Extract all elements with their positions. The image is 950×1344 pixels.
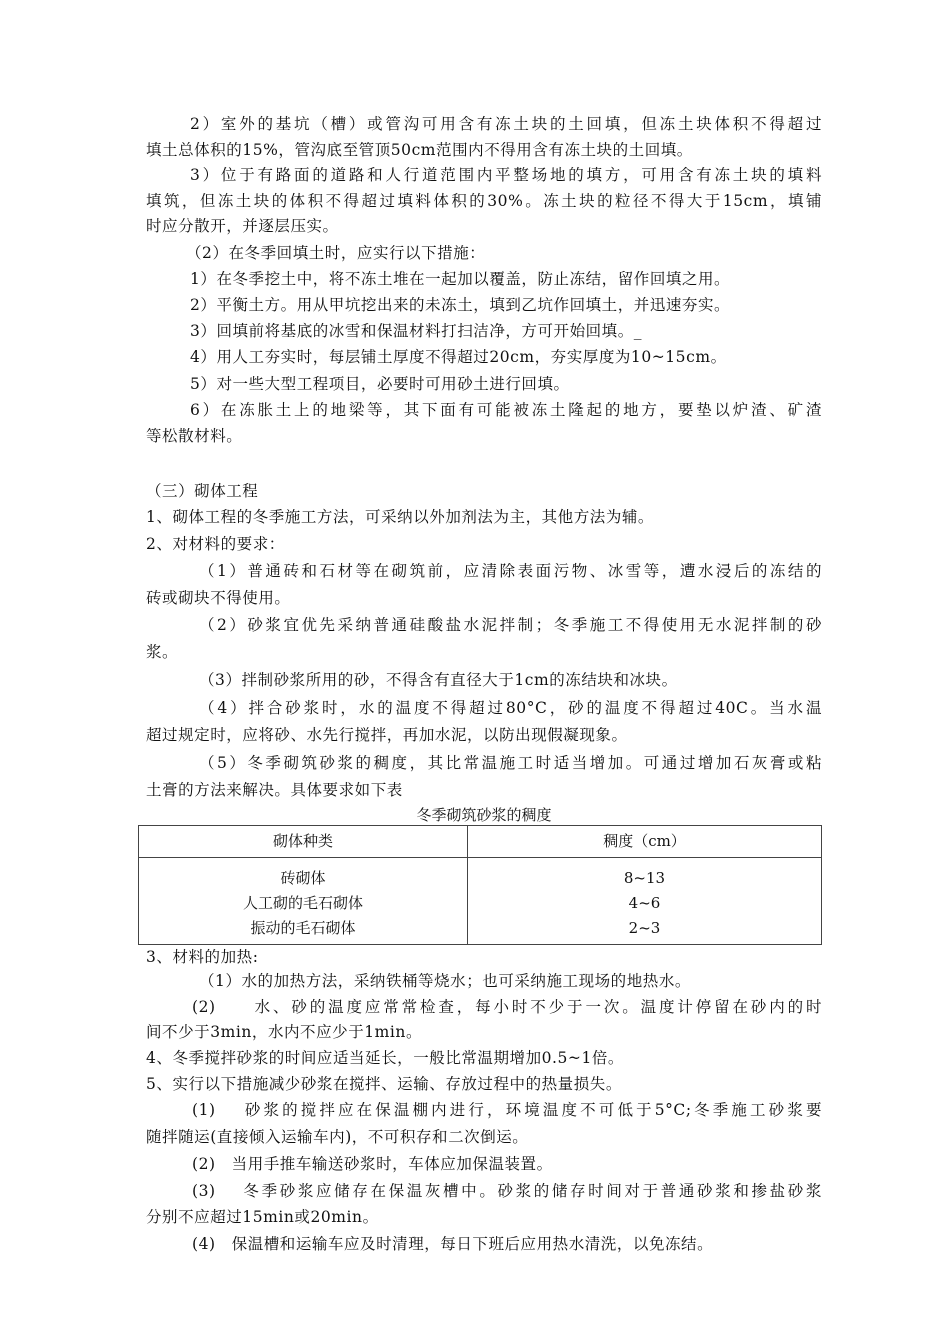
paragraph-line: (1) 砂浆的搅拌应在保温棚内进行，环境温度不可低于5°C;冬季施工砂浆要 <box>192 1101 822 1119</box>
paragraph-line: （2）在冬季回填土时，应实行以下措施： <box>186 244 486 262</box>
paragraph-line: （1）水的加热方法，采纳铁桶等烧水；也可采纳施工现场的地热水。 <box>199 972 691 990</box>
paragraph-line: 2、对材料的要求： <box>146 535 285 553</box>
paragraph-line: (2) 当用手推车输送砂浆时，车体应加保温装置。 <box>192 1155 553 1173</box>
table-cell: 人工砌的毛石砌体 <box>242 894 363 912</box>
paragraph-line: (3) 冬季砂浆应储存在保温灰槽中。砂浆的储存时间对于普通砂浆和掺盐砂浆 <box>192 1182 822 1200</box>
masonry-type-cell <box>139 858 468 945</box>
column-header: 砌体种类 <box>139 826 468 858</box>
paragraph-line: (2) 水、砂的温度应常常检查，每小时不少于一次。温度计停留在砂内的时 <box>192 998 822 1016</box>
paragraph-line: （2）砂浆宜优先采纳普通硅酸盐水泥拌制；冬季施工不得使用无水泥拌制的砂 <box>199 616 822 634</box>
paragraph-line: 6）在冻胀土上的地梁等，其下面有可能被冻土隆起的地方，要垫以炉渣、矿渣 <box>190 401 822 419</box>
paragraph-line: 4、冬季搅拌砂浆的时间应适当延长，一般比常温期增加0.5~1倍。 <box>146 1049 624 1067</box>
paragraph-line: （5）冬季砌筑砂浆的稠度，其比常温施工时适当增加。可通过增加石灰膏或粘 <box>199 754 822 772</box>
table-cell: 振动的毛石砌体 <box>250 919 356 937</box>
paragraph-line: 超过规定时，应将砂、水先行搅拌，再加水泥，以防出现假凝现象。 <box>146 726 628 744</box>
paragraph-line: 等松散材料。 <box>146 427 243 445</box>
paragraph-line: 1）在冬季挖土中，将不冻土堆在一起加以覆盖，防止冻结，留作回填之用。 <box>190 270 731 288</box>
table-cell: 8~13 <box>623 869 666 887</box>
paragraph-line: （4）拌合砂浆时，水的温度不得超过80°C，砂的温度不得超过40C。当水温 <box>199 699 822 717</box>
paragraph-line: 随拌随运(直接倾入运输车内)，不可积存和二次倒运。 <box>146 1128 529 1146</box>
paragraph-line: （3）拌制砂浆所用的砂，不得含有直径大于1cm的冻结块和冰块。 <box>199 671 678 689</box>
paragraph-line: 间不少于3min，水内不应少于1min。 <box>146 1023 422 1041</box>
table-cell: 2~3 <box>628 919 661 937</box>
table-caption: 冬季砌筑砂浆的稠度 <box>416 806 552 824</box>
paragraph-line: 3）位于有路面的道路和人行道范围内平整场地的填方，可用含有冻土块的填料 <box>190 166 822 184</box>
table-cell: 砖砌体 <box>280 869 326 887</box>
paragraph-line: 填土总体积的15%，管沟底至管顶50cm范围内不得用含有冻土块的土回填。 <box>146 141 693 159</box>
paragraph-line: 土膏的方法来解决。具体要求如下表 <box>146 781 403 799</box>
paragraph-line: 4）用人工夯实时，每层铺土厚度不得超过20cm，夯实厚度为10~15cm。 <box>190 348 727 366</box>
paragraph-line: 3、材料的加热: <box>146 948 259 966</box>
column-header: 稠度（cm） <box>468 826 822 858</box>
paragraph-line: 2）平衡土方。用从甲坑挖出来的未冻土，填到乙坑作回填土，并迅速夯实。 <box>190 296 731 314</box>
paragraph-line: 5）对一些大型工程项目，必要时可用砂土进行回填。 <box>190 375 570 393</box>
paragraph-line: 2）室外的基坑（槽）或管沟可用含有冻土块的土回填，但冻土块体积不得超过 <box>190 115 822 133</box>
table-row <box>139 858 822 945</box>
paragraph-line: 3）回填前将基底的冰雪和保温材料打扫洁净，方可开始回填。_ <box>190 322 643 340</box>
paragraph-line: 1、砌体工程的冬季施工方法，可采纳以外加剂法为主，其他方法为辅。 <box>146 508 654 526</box>
table-cell: 4~6 <box>628 894 661 912</box>
consistency-table <box>138 825 822 945</box>
consistency-cell <box>468 858 822 945</box>
paragraph-line: 5、实行以下措施减少砂浆在搅拌、运输、存放过程中的热量损失。 <box>146 1075 622 1093</box>
paragraph-line: 浆。 <box>146 643 179 661</box>
paragraph-line: （1）普通砖和石材等在砌筑前，应清除表面污物、冰雪等，遭水浸后的冻结的 <box>199 562 822 580</box>
paragraph-line: 分别不应超过15min或20min。 <box>146 1208 379 1226</box>
section-heading: （三）砌体工程 <box>146 482 259 500</box>
paragraph-line: 填筑，但冻土块的体积不得超过填料体积的30%。冻土块的粒径不得大于15cm，填铺 <box>146 192 822 210</box>
paragraph-line: 时应分散开，并逐层压实。 <box>146 217 339 235</box>
paragraph-line: (4) 保温槽和运输车应及时清理，每日下班后应用热水清洗，以免冻结。 <box>192 1235 714 1253</box>
paragraph-line: 砖或砌块不得使用。 <box>146 589 291 607</box>
table-header-row <box>139 826 822 858</box>
